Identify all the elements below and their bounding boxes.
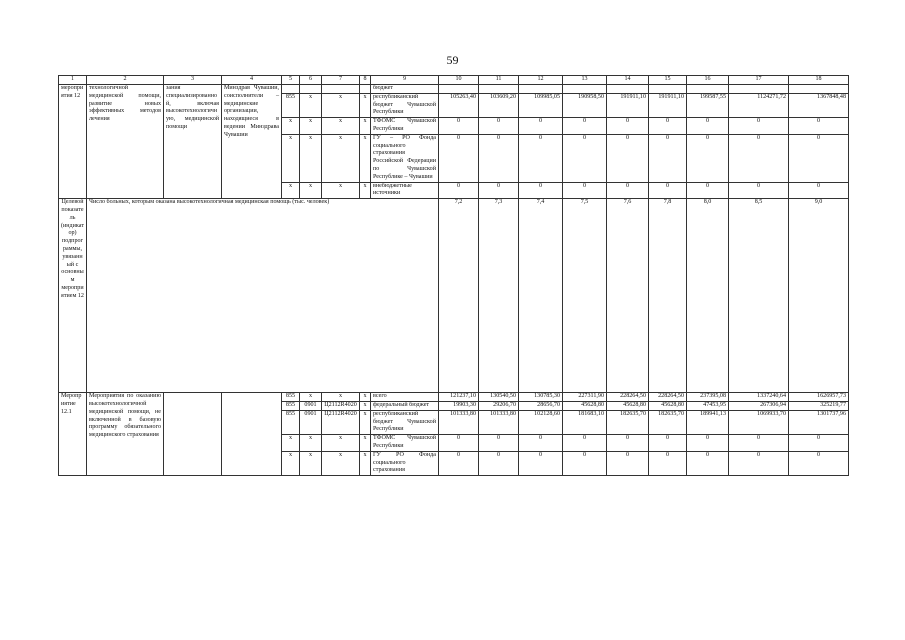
value-cell: 47453,95 <box>687 401 729 410</box>
value-cell <box>439 85 479 94</box>
value-cell <box>479 85 519 94</box>
value-cell <box>729 85 789 94</box>
source-cell: всего <box>371 393 439 402</box>
value-cell: 227311,90 <box>563 393 607 402</box>
value-cell: 182635,70 <box>649 410 687 434</box>
value-cell: 0 <box>519 118 563 135</box>
header-cell: 3 <box>164 76 222 85</box>
source-cell: ТФОМС Чувашской Республики <box>371 435 439 452</box>
header-cell: 5 <box>282 76 300 85</box>
value-cell: 0 <box>729 118 789 135</box>
grbs-cell: x <box>282 118 300 135</box>
event-description-text: Мероприятия по оказанию высокотехнологичной медицинской помощи, не включенной в базовую программу обязательного медицинского страхования <box>89 393 161 439</box>
vr-cell: x <box>360 401 371 410</box>
header-cell: 9 <box>371 76 439 85</box>
event-label: Мероприятие 12.1 <box>59 393 87 476</box>
value-cell: 121237,10 <box>439 393 479 402</box>
value-cell: 0 <box>607 435 649 452</box>
event-label: мероприятия 12 <box>59 85 87 199</box>
value-cell: 0 <box>519 451 563 475</box>
indicator-label: Целевой показатель (индикатор) подпрограммы, увязанный с основным мероприятием 12 <box>59 199 87 393</box>
value-cell: 0 <box>789 118 849 135</box>
value-cell: 182635,70 <box>607 410 649 434</box>
csr-cell: Ц2112R4020 <box>322 401 360 410</box>
header-cell: 2 <box>87 76 164 85</box>
table-row <box>59 85 849 94</box>
value-cell: 1337240,64 <box>729 393 789 402</box>
rz-cell: 0901 <box>300 410 322 434</box>
value-cell: 0 <box>479 118 519 135</box>
value-cell: 101333,80 <box>439 410 479 434</box>
value-cell: 0 <box>519 134 563 182</box>
source-cell: республиканский бюджет Чувашской Республики <box>371 93 439 117</box>
value-cell: 1626957,73 <box>789 393 849 402</box>
value-cell: 45628,80 <box>563 401 607 410</box>
csr-cell: x <box>322 118 360 135</box>
value-cell: 228264,50 <box>649 393 687 402</box>
value-cell: 1069933,70 <box>729 410 789 434</box>
source-cell: ТФОМС Чувашской Республики <box>371 118 439 135</box>
value-cell: 1367848,48 <box>789 93 849 117</box>
rz-cell <box>300 85 322 94</box>
value-cell: 267306,94 <box>729 401 789 410</box>
value-cell: 0 <box>519 182 563 199</box>
value-cell: 0 <box>687 182 729 199</box>
csr-cell: Ц2112R4020 <box>322 410 360 434</box>
value-cell: 0 <box>729 134 789 182</box>
value-cell <box>649 85 687 94</box>
value-cell: 0 <box>789 451 849 475</box>
value-cell: 29206,70 <box>479 401 519 410</box>
value-cell: 0 <box>563 451 607 475</box>
value-cell: 0 <box>439 134 479 182</box>
header-cell: 16 <box>687 76 729 85</box>
value-cell: 0 <box>563 134 607 182</box>
value-cell: 0 <box>563 118 607 135</box>
grbs-cell <box>282 85 300 94</box>
vr-cell: x <box>360 451 371 475</box>
value-cell: 0 <box>439 451 479 475</box>
indicator-value: 8,0 <box>687 199 729 393</box>
budget-table <box>58 75 849 476</box>
rz-cell: x <box>300 435 322 452</box>
grbs-cell: x <box>282 182 300 199</box>
value-cell: 130540,50 <box>479 393 519 402</box>
indicator-value: 9,0 <box>789 199 849 393</box>
value-cell: 19903,30 <box>439 401 479 410</box>
header-cell: 14 <box>607 76 649 85</box>
event-description <box>87 393 164 476</box>
csr-cell: x <box>322 93 360 117</box>
vr-cell: x <box>360 118 371 135</box>
value-cell <box>687 85 729 94</box>
header-cell: 7 <box>322 76 360 85</box>
vr-cell: x <box>360 410 371 434</box>
value-cell: 0 <box>687 134 729 182</box>
value-cell: 0 <box>479 435 519 452</box>
value-cell: 325219,77 <box>789 401 849 410</box>
value-cell <box>519 85 563 94</box>
value-cell: 199587,55 <box>687 93 729 117</box>
rz-cell: x <box>300 118 322 135</box>
event-executor: Минздрав Чувашии, соисполнители – медицинские организации, находящиеся в ведении Минздрава Чувашии <box>222 85 282 199</box>
value-cell: 0 <box>607 118 649 135</box>
value-cell: 102128,60 <box>519 410 563 434</box>
header-cell: 1 <box>59 76 87 85</box>
csr-cell <box>322 85 360 94</box>
value-cell: 0 <box>479 182 519 199</box>
indicator-row <box>59 199 849 393</box>
table-row <box>59 393 849 402</box>
indicator-value: 7,2 <box>439 199 479 393</box>
rz-cell: x <box>300 393 322 402</box>
value-cell: 103609,20 <box>479 93 519 117</box>
value-cell: 0 <box>439 435 479 452</box>
value-cell: 0 <box>519 435 563 452</box>
value-cell: 237395,08 <box>687 393 729 402</box>
indicator-value: 7,6 <box>607 199 649 393</box>
value-cell: 0 <box>439 182 479 199</box>
header-cell: 6 <box>300 76 322 85</box>
event-goal: зания специализированной, включая высокотехнологичную, медицинской помощи <box>164 85 222 199</box>
rz-cell: x <box>300 93 322 117</box>
csr-cell: x <box>322 451 360 475</box>
grbs-cell: 855 <box>282 393 300 402</box>
source-cell: ГУ РО Фонда социального страхования <box>371 451 439 475</box>
value-cell: 0 <box>607 134 649 182</box>
csr-cell: x <box>322 393 360 402</box>
header-cell: 10 <box>439 76 479 85</box>
value-cell: 0 <box>687 118 729 135</box>
value-cell: 28656,70 <box>519 401 563 410</box>
rz-cell: 0901 <box>300 401 322 410</box>
grbs-cell: x <box>282 435 300 452</box>
csr-cell: x <box>322 435 360 452</box>
header-cell: 4 <box>222 76 282 85</box>
vr-cell <box>360 85 371 94</box>
vr-cell: x <box>360 435 371 452</box>
value-cell: 0 <box>729 182 789 199</box>
value-cell: 0 <box>439 118 479 135</box>
value-cell: 130785,30 <box>519 393 563 402</box>
header-cell: 15 <box>649 76 687 85</box>
header-cell: 13 <box>563 76 607 85</box>
value-cell: 0 <box>687 435 729 452</box>
csr-cell: x <box>322 134 360 182</box>
value-cell <box>607 85 649 94</box>
indicator-value: 7,8 <box>649 199 687 393</box>
value-cell: 105263,40 <box>439 93 479 117</box>
value-cell: 0 <box>649 451 687 475</box>
value-cell: 0 <box>479 451 519 475</box>
value-cell: 0 <box>607 182 649 199</box>
value-cell: 191911,10 <box>607 93 649 117</box>
event-executor <box>222 393 282 476</box>
indicator-value: 7,5 <box>563 199 607 393</box>
value-cell: 181683,10 <box>563 410 607 434</box>
header-cell: 8 <box>360 76 371 85</box>
grbs-cell: 855 <box>282 93 300 117</box>
header-cell: 12 <box>519 76 563 85</box>
value-cell: 0 <box>729 451 789 475</box>
header-cell: 11 <box>479 76 519 85</box>
indicator-value: 8,5 <box>729 199 789 393</box>
page-number: 59 <box>446 53 459 67</box>
value-cell: 0 <box>649 182 687 199</box>
event-goal <box>164 393 222 476</box>
vr-cell: x <box>360 134 371 182</box>
vr-cell: x <box>360 93 371 117</box>
value-cell <box>563 85 607 94</box>
value-cell: 189941,13 <box>687 410 729 434</box>
source-cell: ГУ – РО Фонда социального страхования Российской Федерации по Чувашской Республике – Чувашии <box>371 134 439 182</box>
value-cell: 45628,80 <box>649 401 687 410</box>
grbs-cell: x <box>282 134 300 182</box>
header-cell: 18 <box>789 76 849 85</box>
value-cell: 0 <box>789 134 849 182</box>
value-cell: 0 <box>563 182 607 199</box>
value-cell: 191911,10 <box>649 93 687 117</box>
source-cell: внебюджетные источники <box>371 182 439 199</box>
header-row <box>59 76 849 85</box>
vr-cell: x <box>360 393 371 402</box>
value-cell: 0 <box>649 118 687 135</box>
indicator-text: Число больных, которым оказана высокотехнологичная медицинская помощь (тыс. человек) <box>87 199 439 393</box>
value-cell: 0 <box>563 435 607 452</box>
value-cell: 0 <box>649 134 687 182</box>
source-cell: федеральный бюджет <box>371 401 439 410</box>
value-cell: 45628,80 <box>607 401 649 410</box>
header-cell: 17 <box>729 76 789 85</box>
source-cell: бюджет <box>371 85 439 94</box>
grbs-cell: 855 <box>282 401 300 410</box>
rz-cell: x <box>300 182 322 199</box>
rz-cell: x <box>300 451 322 475</box>
value-cell: 0 <box>687 451 729 475</box>
value-cell: 109985,05 <box>519 93 563 117</box>
value-cell: 1124271,72 <box>729 93 789 117</box>
indicator-value: 7,3 <box>479 199 519 393</box>
vr-cell: x <box>360 182 371 199</box>
value-cell: 0 <box>479 134 519 182</box>
value-cell: 190958,50 <box>563 93 607 117</box>
grbs-cell: 855 <box>282 410 300 434</box>
value-cell <box>789 85 849 94</box>
rz-cell: x <box>300 134 322 182</box>
value-cell: 0 <box>729 435 789 452</box>
value-cell: 228264,50 <box>607 393 649 402</box>
value-cell: 0 <box>649 435 687 452</box>
value-cell: 0 <box>789 435 849 452</box>
source-cell: республиканский бюджет Чувашской Республики <box>371 410 439 434</box>
value-cell: 0 <box>789 182 849 199</box>
event-description: технологичной медицинской помощи, развитие новых эффективных методов лечения <box>87 85 164 199</box>
value-cell: 101333,80 <box>479 410 519 434</box>
indicator-value: 7,4 <box>519 199 563 393</box>
value-cell: 1301737,96 <box>789 410 849 434</box>
grbs-cell: x <box>282 451 300 475</box>
csr-cell: x <box>322 182 360 199</box>
value-cell: 0 <box>607 451 649 475</box>
